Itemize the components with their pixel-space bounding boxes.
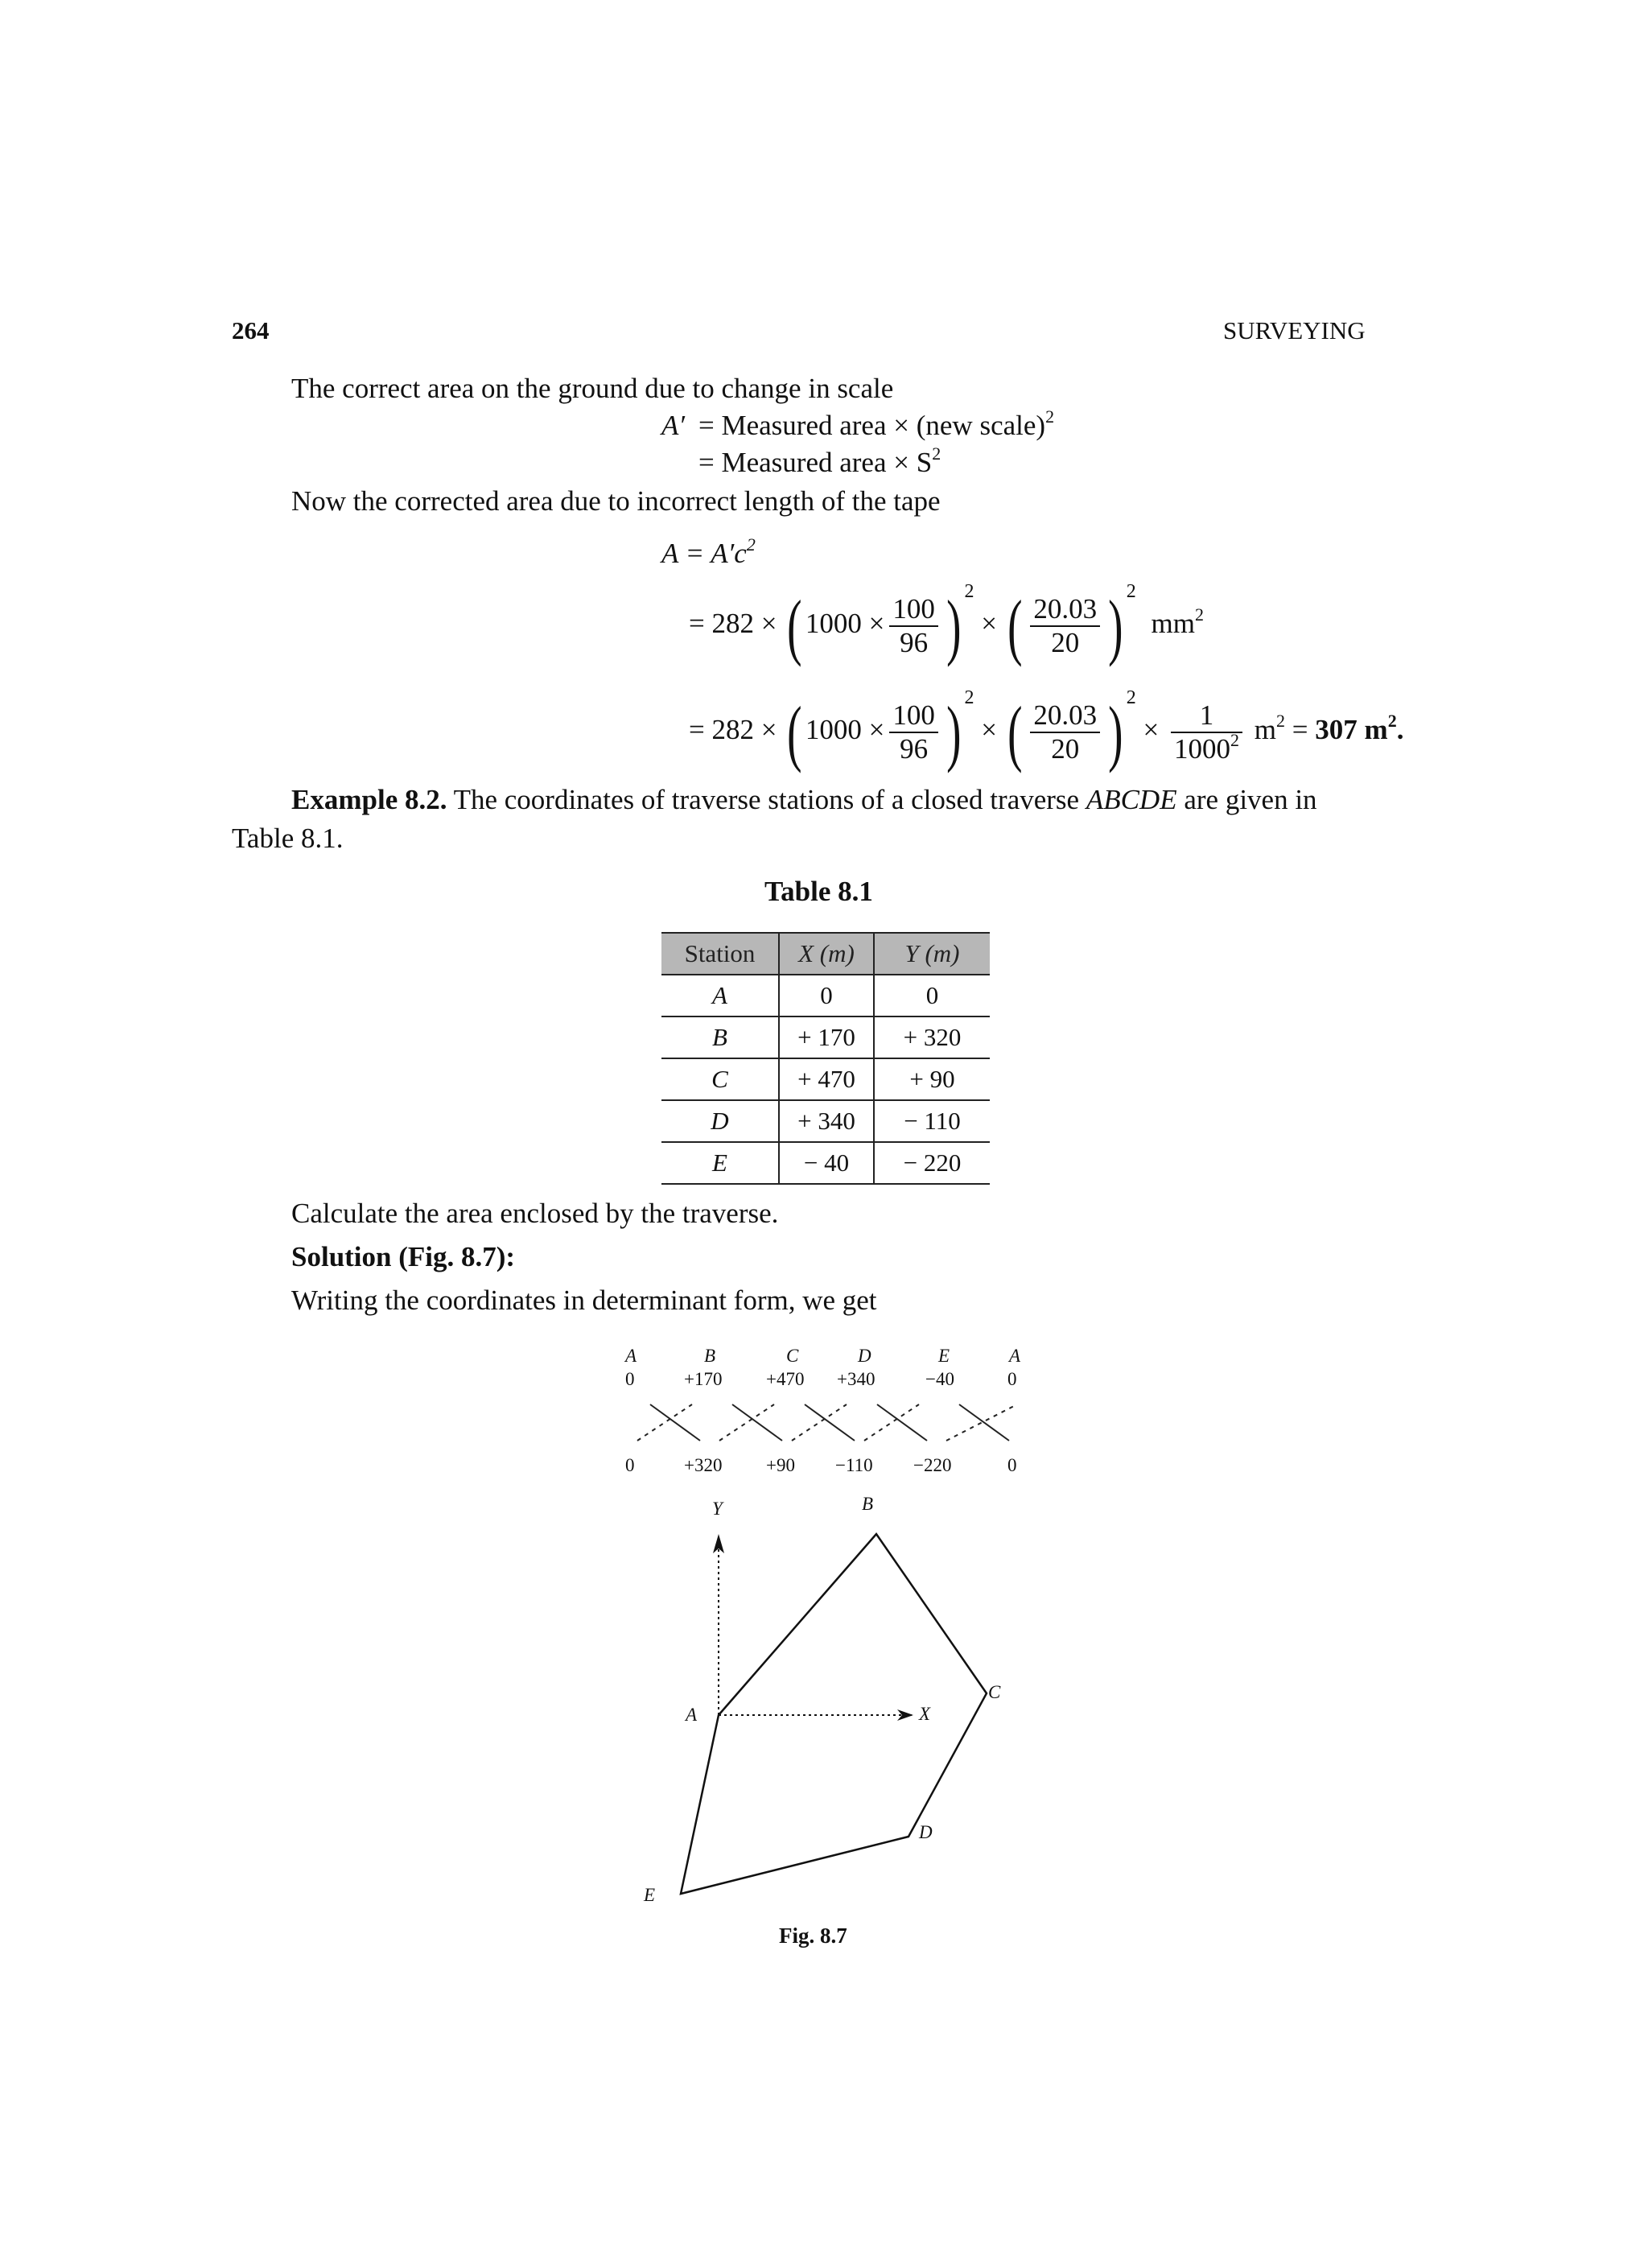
paragraph-tape-correction: Now the corrected area due to incorrect length of the tape (291, 485, 941, 517)
eq1-rhs1: = Measured area × (new scale)$^2$ (698, 406, 1055, 441)
fig-label-e: E (644, 1885, 656, 1905)
det-x-value: 0 (1007, 1369, 1017, 1389)
cell-x: + 170 (779, 1016, 874, 1058)
paragraph-calculate: Calculate the area enclosed by the traverse. (291, 1198, 779, 1229)
paragraph-determinant: Writing the coordinates in determinant form, we get (291, 1285, 877, 1316)
det-station: E (938, 1346, 950, 1366)
example-8-2: Example 8.2. The coordinates of traverse stations of a closed traverse ABCDE are given in (291, 784, 1317, 815)
eq2-line2: = 282 × ( 1000 × $\frac{100}{96}$ ) $^2$ × ( $\frac{20.03}{20}$ ) $^2$ $mm^2$ (689, 581, 1204, 667)
running-title: SURVEYING (1223, 316, 1366, 344)
det-station: B (704, 1346, 716, 1366)
det-x-value: −40 (925, 1369, 954, 1389)
fig-label-d: D (919, 1822, 933, 1842)
cell-station: D (661, 1100, 779, 1142)
det-x-value: 0 (625, 1369, 635, 1389)
cell-y: 0 (874, 975, 990, 1016)
fig-label-x: X (919, 1704, 931, 1724)
cell-x: + 470 (779, 1058, 874, 1100)
cell-station: B (661, 1016, 779, 1058)
paragraph-scale-change: The correct area on the ground due to change in scale (291, 373, 894, 404)
det-station: A (1009, 1346, 1021, 1366)
header-x: X (m) (779, 933, 874, 975)
det-y-value: +90 (766, 1455, 795, 1475)
example-8-2-line2: Table 8.1. (232, 823, 344, 854)
fig-label-c: C (988, 1682, 1001, 1702)
det-y-value: +320 (684, 1455, 723, 1475)
det-station: A (625, 1346, 637, 1366)
eq2-line1: $A = A'c^2$ (661, 534, 756, 569)
eq1-rhs2: = Measured area × $S^2$ (698, 443, 941, 478)
fig-label-y: Y (712, 1499, 723, 1519)
cell-station: E (661, 1142, 779, 1184)
fig-label-b: B (862, 1494, 874, 1514)
det-x-value: +170 (684, 1369, 723, 1389)
det-station: C (786, 1346, 799, 1366)
det-station: D (858, 1346, 871, 1366)
cell-station: A (661, 975, 779, 1016)
header-y: Y (m) (874, 933, 990, 975)
cell-station: C (661, 1058, 779, 1100)
figure-caption: Fig. 8.7 (779, 1924, 847, 1948)
cell-y: − 110 (874, 1100, 990, 1142)
solution-heading: Solution (Fig. 8.7): (291, 1241, 516, 1272)
det-y-value: 0 (1007, 1455, 1017, 1475)
cell-x: 0 (779, 975, 874, 1016)
header-station: Station (661, 933, 779, 975)
det-y-value: −220 (913, 1455, 952, 1475)
det-x-value: +470 (766, 1369, 805, 1389)
det-x-value: +340 (837, 1369, 876, 1389)
cell-x: + 340 (779, 1100, 874, 1142)
eq2-line3: = 282 × ( 1000 × $\frac{100}{96}$ ) $^2$ × ( $\frac{20.03}{20}$ ) $^2$ × $\frac{1}{1000^2}$ $m^2 = 307$ $m^2$. (689, 687, 1404, 773)
cell-y: + 320 (874, 1016, 990, 1058)
table-caption: Table 8.1 (764, 876, 873, 907)
det-y-value: 0 (625, 1455, 635, 1475)
page-number: 264 (232, 316, 270, 344)
det-y-value: −110 (835, 1455, 873, 1475)
cell-x: − 40 (779, 1142, 874, 1184)
eq1-lhs: A′ (661, 410, 686, 441)
cell-y: − 220 (874, 1142, 990, 1184)
cell-y: + 90 (874, 1058, 990, 1100)
traverse-polygon (681, 1534, 987, 1894)
fig-label-a: A (686, 1705, 698, 1725)
